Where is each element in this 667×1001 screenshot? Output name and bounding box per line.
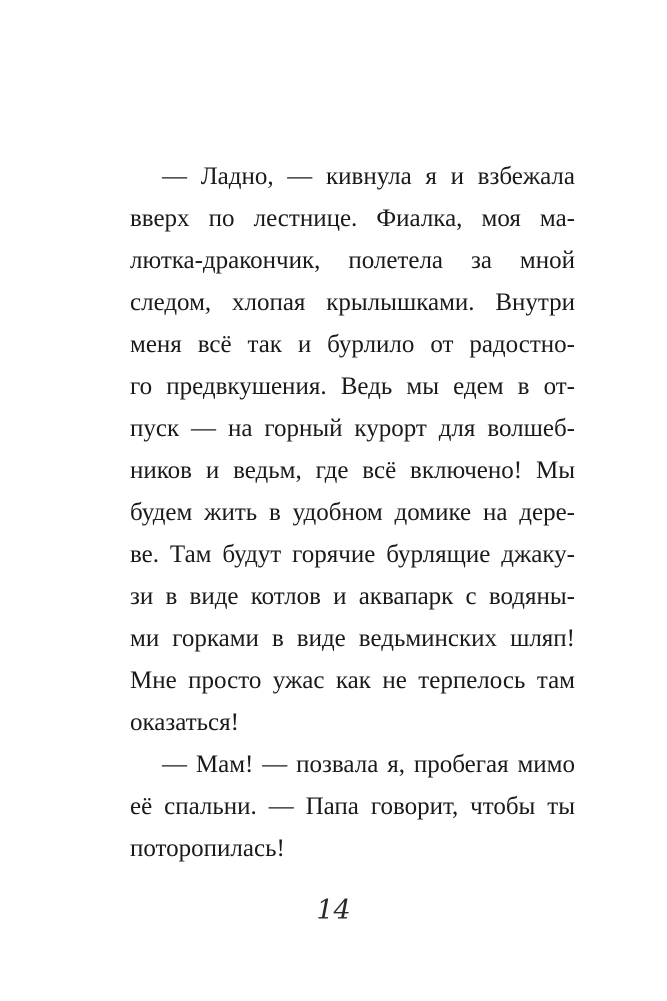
paragraph-2 xyxy=(130,744,575,870)
text-line: ве. Там будут горячие бурлящие джаку- xyxy=(130,541,575,568)
paragraph-1 xyxy=(130,156,575,744)
text-line: го предвкушения. Ведь мы едем в от- xyxy=(130,373,575,400)
text-line: ми горками в виде ведьминских шляп! xyxy=(130,625,575,652)
text-line: её спальни. — Папа говорит, чтобы ты xyxy=(130,793,575,820)
text-line: — Мам! — позвала я, пробегая мимо xyxy=(162,751,575,778)
text-line: Мне просто ужас как не терпелось там xyxy=(130,667,575,694)
text-line: — Ладно, — кивнула я и взбежала xyxy=(162,163,575,190)
text-line: следом, хлопая крылышками. Внутри xyxy=(130,289,575,316)
text-line: будем жить в удобном домике на дере- xyxy=(130,499,575,526)
text-line: поторопилась! xyxy=(130,835,285,862)
text-line: пуск — на горный курорт для волшеб- xyxy=(130,415,575,442)
text-line: зи в виде котлов и аквапарк с водяны- xyxy=(130,583,575,610)
text-line: вверх по лестнице. Фиалка, моя ма- xyxy=(130,205,575,232)
page-number: 14 xyxy=(316,895,351,926)
text-line: лютка-дракончик, полетела за мной xyxy=(130,247,575,274)
body-text xyxy=(130,156,575,870)
text-line: оказаться! xyxy=(130,709,239,736)
text-line: меня всё так и бурлило от радостно- xyxy=(130,331,575,358)
text-line: ников и ведьм, где всё включено! Мы xyxy=(130,457,575,484)
